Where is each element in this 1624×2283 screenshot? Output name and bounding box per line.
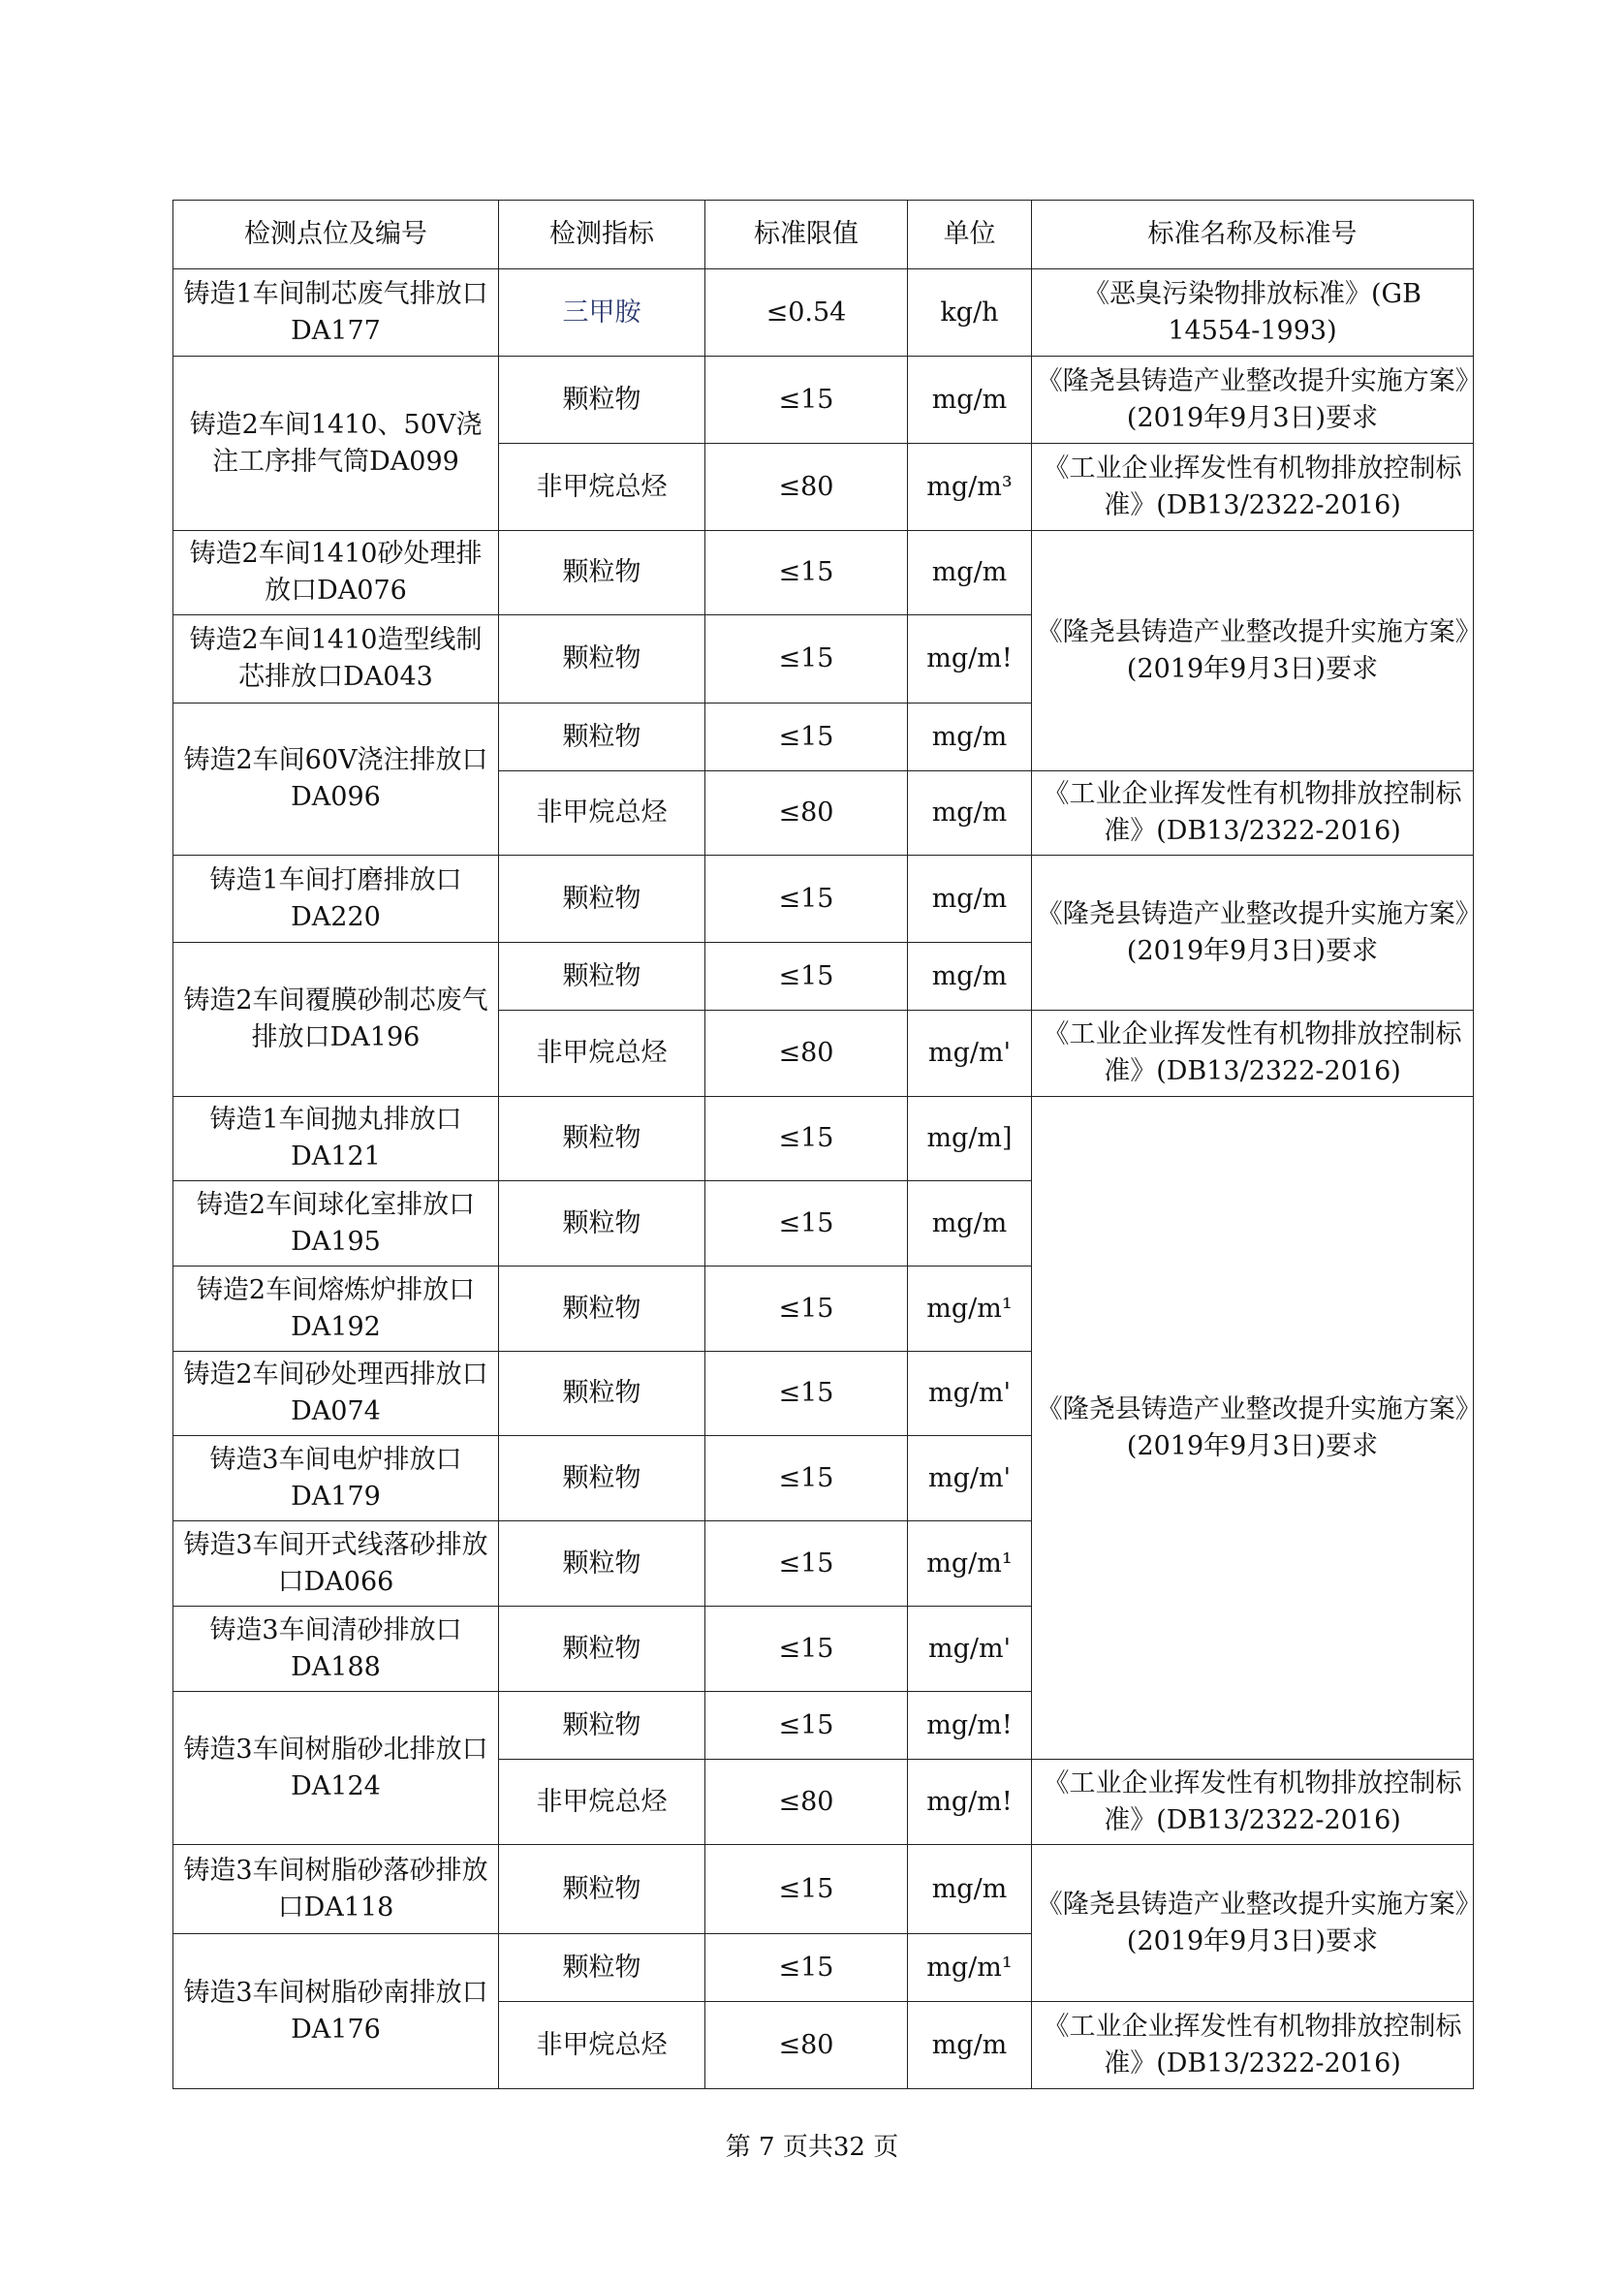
table-row bbox=[173, 856, 1474, 943]
unit: mg/m bbox=[908, 856, 1032, 943]
unit: mg/m bbox=[908, 531, 1032, 615]
unit: kg/h bbox=[908, 269, 1032, 357]
monitoring-point: 铸造3车间树脂砂落砂排放口DA118 bbox=[173, 1845, 499, 1934]
indicator: 非甲烷总烃 bbox=[499, 1011, 705, 1097]
indicator: 颗粒物 bbox=[499, 856, 705, 943]
limit-value: ≤80 bbox=[705, 1760, 908, 1845]
standard-name: 《工业企业挥发性有机物排放控制标准》(DB13/2322-2016) bbox=[1032, 444, 1474, 531]
indicator: 颗粒物 bbox=[499, 357, 705, 444]
unit: mg/m bbox=[908, 1181, 1032, 1267]
standard-name: 《隆尧县铸造产业整改提升实施方案》(2019年9月3日)要求 bbox=[1032, 1845, 1474, 2002]
unit: mg/m! bbox=[908, 1692, 1032, 1760]
limit-value: ≤15 bbox=[705, 856, 908, 943]
indicator: 颗粒物 bbox=[499, 1267, 705, 1352]
indicator: 颗粒物 bbox=[499, 1521, 705, 1607]
limit-value: ≤15 bbox=[705, 531, 908, 615]
unit: mg/m bbox=[908, 771, 1032, 856]
limit-value: ≤80 bbox=[705, 2002, 908, 2089]
indicator: 颗粒物 bbox=[499, 1097, 705, 1181]
monitoring-point: 铸造3车间清砂排放口DA188 bbox=[173, 1607, 499, 1692]
table-row bbox=[173, 269, 1474, 357]
limit-value: ≤15 bbox=[705, 1934, 908, 2002]
monitoring-point: 铸造1车间打磨排放口DA220 bbox=[173, 856, 499, 943]
unit: mg/m' bbox=[908, 1436, 1032, 1521]
limit-value: ≤15 bbox=[705, 1267, 908, 1352]
table-row bbox=[173, 1097, 1474, 1181]
unit: mg/m bbox=[908, 943, 1032, 1011]
monitoring-point: 铸造2车间1410、50V浇注工序排气筒DA099 bbox=[173, 357, 499, 531]
table-row bbox=[173, 531, 1474, 615]
monitoring-point: 铸造3车间树脂砂北排放口DA124 bbox=[173, 1692, 499, 1845]
limit-value: ≤15 bbox=[705, 615, 908, 704]
unit: mg/m' bbox=[908, 1607, 1032, 1692]
unit: mg/m bbox=[908, 704, 1032, 771]
emission-standards-table bbox=[172, 200, 1495, 2089]
limit-value: ≤80 bbox=[705, 771, 908, 856]
monitoring-point: 铸造2车间1410砂处理排放口DA076 bbox=[173, 531, 499, 615]
limit-value: ≤15 bbox=[705, 1097, 908, 1181]
unit: mg/m¹ bbox=[908, 1934, 1032, 2002]
standard-name: 《工业企业挥发性有机物排放控制标准》(DB13/2322-2016) bbox=[1032, 1760, 1474, 1845]
monitoring-point: 铸造2车间砂处理西排放口DA074 bbox=[173, 1352, 499, 1436]
monitoring-point: 铸造2车间球化室排放口DA195 bbox=[173, 1181, 499, 1267]
header-cell: 单位 bbox=[908, 201, 1032, 269]
unit: mg/m¹ bbox=[908, 1521, 1032, 1607]
indicator: 颗粒物 bbox=[499, 1692, 705, 1760]
standard-name: 《隆尧县铸造产业整改提升实施方案》(2019年9月3日)要求 bbox=[1032, 1097, 1474, 1760]
monitoring-point: 铸造3车间电炉排放口DA179 bbox=[173, 1436, 499, 1521]
header-cell: 检测指标 bbox=[499, 201, 705, 269]
limit-value: ≤15 bbox=[705, 1521, 908, 1607]
limit-value: ≤15 bbox=[705, 943, 908, 1011]
standard-name: 《隆尧县铸造产业整改提升实施方案》(2019年9月3日)要求 bbox=[1032, 357, 1474, 444]
limit-value: ≤15 bbox=[705, 1352, 908, 1436]
standard-name: 《隆尧县铸造产业整改提升实施方案》 (2019年9月3日)要求 bbox=[1032, 856, 1474, 1011]
table-row bbox=[173, 1845, 1474, 1934]
unit: mg/m bbox=[908, 1845, 1032, 1934]
limit-value: ≤0.54 bbox=[705, 269, 908, 357]
unit: mg/m] bbox=[908, 1097, 1032, 1181]
limit-value: ≤80 bbox=[705, 444, 908, 531]
limit-value: ≤15 bbox=[705, 1607, 908, 1692]
header-cell: 标准限值 bbox=[705, 201, 908, 269]
limit-value: ≤15 bbox=[705, 1845, 908, 1934]
unit: mg/m bbox=[908, 357, 1032, 444]
table-row bbox=[173, 357, 1474, 444]
indicator: 颗粒物 bbox=[499, 1607, 705, 1692]
limit-value: ≤15 bbox=[705, 1181, 908, 1267]
monitoring-point: 铸造2车间熔炼炉排放口DA192 bbox=[173, 1267, 499, 1352]
monitoring-point: 铸造1车间抛丸排放口DA121 bbox=[173, 1097, 499, 1181]
unit: mg/m! bbox=[908, 1760, 1032, 1845]
standard-name: 《恶臭污染物排放标准》(GB 14554-1993) bbox=[1032, 269, 1474, 357]
indicator: 三甲胺 bbox=[499, 269, 705, 357]
indicator: 颗粒物 bbox=[499, 1352, 705, 1436]
limit-value: ≤15 bbox=[705, 1436, 908, 1521]
limit-value: ≤15 bbox=[705, 704, 908, 771]
standard-name: 《工业企业挥发性有机物排放控制标准》(DB13/2322-2016) bbox=[1032, 1011, 1474, 1097]
page-number-footer: 第 7 页共32 页 bbox=[725, 2133, 899, 2162]
unit: mg/m³ bbox=[908, 444, 1032, 531]
monitoring-point: 铸造2车间覆膜砂制芯废气排放口DA196 bbox=[173, 943, 499, 1097]
monitoring-point: 铸造2车间60V浇注排放口DA096 bbox=[173, 704, 499, 856]
limit-value: ≤15 bbox=[705, 1692, 908, 1760]
table-header-row bbox=[173, 201, 1474, 269]
limit-value: ≤80 bbox=[705, 1011, 908, 1097]
unit: mg/m' bbox=[908, 1011, 1032, 1097]
monitoring-point: 铸造3车间树脂砂南排放口DA176 bbox=[173, 1934, 499, 2089]
unit: mg/m¹ bbox=[908, 1267, 1032, 1352]
indicator: 颗粒物 bbox=[499, 1181, 705, 1267]
indicator: 颗粒物 bbox=[499, 943, 705, 1011]
unit: mg/m' bbox=[908, 1352, 1032, 1436]
monitoring-point: 铸造1车间制芯废气排放口DA177 bbox=[173, 269, 499, 357]
limit-value: ≤15 bbox=[705, 357, 908, 444]
indicator: 颗粒物 bbox=[499, 531, 705, 615]
standard-name: 《工业企业挥发性有机物排放控制标准》(DB13/2322-2016) bbox=[1032, 771, 1474, 856]
indicator: 非甲烷总烃 bbox=[499, 2002, 705, 2089]
monitoring-point: 铸造2车间1410造型线制芯排放口DA043 bbox=[173, 615, 499, 704]
monitoring-point: 铸造3车间开式线落砂排放口DA066 bbox=[173, 1521, 499, 1607]
unit: mg/m! bbox=[908, 615, 1032, 704]
indicator: 非甲烷总烃 bbox=[499, 444, 705, 531]
indicator: 颗粒物 bbox=[499, 1845, 705, 1934]
indicator: 颗粒物 bbox=[499, 1934, 705, 2002]
indicator: 颗粒物 bbox=[499, 704, 705, 771]
unit: mg/m bbox=[908, 2002, 1032, 2089]
indicator: 非甲烷总烃 bbox=[499, 771, 705, 856]
indicator: 非甲烷总烃 bbox=[499, 1760, 705, 1845]
header-cell: 标准名称及标准号 bbox=[1032, 201, 1474, 269]
header-cell: 检测点位及编号 bbox=[173, 201, 499, 269]
indicator: 颗粒物 bbox=[499, 615, 705, 704]
standard-name: 《隆尧县铸造产业整改提升实施方案》(2019年9月3日)要求 bbox=[1032, 531, 1474, 771]
standard-name: 《工业企业挥发性有机物排放控制标准》(DB13/2322-2016) bbox=[1032, 2002, 1474, 2089]
indicator: 颗粒物 bbox=[499, 1436, 705, 1521]
